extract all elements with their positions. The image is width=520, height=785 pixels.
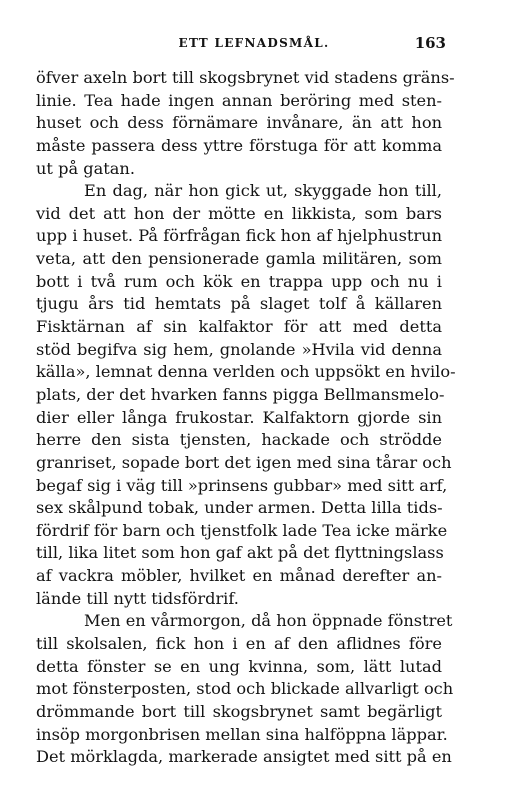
- text-line: fördrif för barn och tjenstfolk lade Tea icke märke: [36, 520, 448, 540]
- text-line: upp i huset. På förfrågan fick hon af hjelphustrun: [36, 226, 442, 246]
- page-header: [62, 36, 446, 56]
- text-line: till skolsalen, fick hon i en af den aflidnes före: [36, 634, 442, 654]
- running-title: ETT LEFNADSMÅL.: [178, 36, 330, 50]
- page-number: 163: [414, 34, 446, 52]
- text-line: öfver axeln bort till skogsbrynet vid stadens gräns-: [36, 68, 455, 87]
- text-line: veta, att den pensionerade gamla militären, som: [36, 249, 442, 269]
- text-line: sex skålpund tobak, under armen. Detta lilla tids-: [36, 498, 443, 518]
- text-line: till, lika litet som hon gaf akt på det flyttningslass: [36, 543, 444, 563]
- text-line: stöd begifva sig hem, gnolande »Hvila vid denna: [36, 339, 442, 359]
- text-line: vid det att hon der mötte en likkista, som bars: [36, 203, 442, 223]
- text-line: linie. Tea hade ingen annan beröring med sten-: [36, 90, 442, 110]
- text-line: källa», lemnat denna verlden och uppsökt en hvilo-: [36, 362, 456, 382]
- text-line: insöp morgonbrisen mellan sina halföppna läppar.: [36, 724, 448, 744]
- text-line: detta fönster se en ung kvinna, som, lätt lutad: [36, 656, 442, 676]
- text-line: huset och dess förnämare invånare, än att hon: [36, 113, 442, 133]
- text-line: lände till nytt tidsfördrif.: [36, 588, 239, 608]
- text-line: dier eller långa frukostar. Kalfaktorn gjorde sin: [36, 407, 442, 427]
- text-line: granriset, sopade bort det igen med sina tårar och: [36, 452, 452, 472]
- text-line: bott i två rum och kök en trappa upp och nu i: [36, 271, 442, 291]
- text-line: tjugu års tid hemtats på slaget tolf å källaren: [36, 294, 442, 314]
- text-line: Men en vårmorgon, då hon öppnade fönstret: [84, 611, 453, 631]
- body-text: [36, 67, 456, 769]
- text-line: Fisktärnan af sin kalfaktor för att med detta: [36, 317, 442, 337]
- text-line: herre den sista tjensten, hackade och strödde: [36, 430, 442, 450]
- text-line: begaf sig i väg till »prinsens gubbar» med sitt arf,: [36, 475, 448, 495]
- text-line: drömmande bort till skogsbrynet samt begärligt: [36, 701, 442, 721]
- text-line: plats, der det hvarken fanns pigga Bellmansmelo-: [36, 384, 445, 404]
- text-line: af vackra möbler, hvilket en månad derefter an-: [36, 566, 442, 586]
- text-line: mot fönsterposten, stod och blickade allvarligt och: [36, 679, 454, 699]
- text-line: Det mörklagda, markerade ansigtet med sitt på en: [36, 747, 452, 767]
- text-line: En dag, när hon gick ut, skyggade hon till,: [84, 181, 442, 201]
- text-line: måste passera dess yttre förstuga för att komma: [36, 135, 442, 155]
- text-line: ut på gatan.: [36, 158, 135, 178]
